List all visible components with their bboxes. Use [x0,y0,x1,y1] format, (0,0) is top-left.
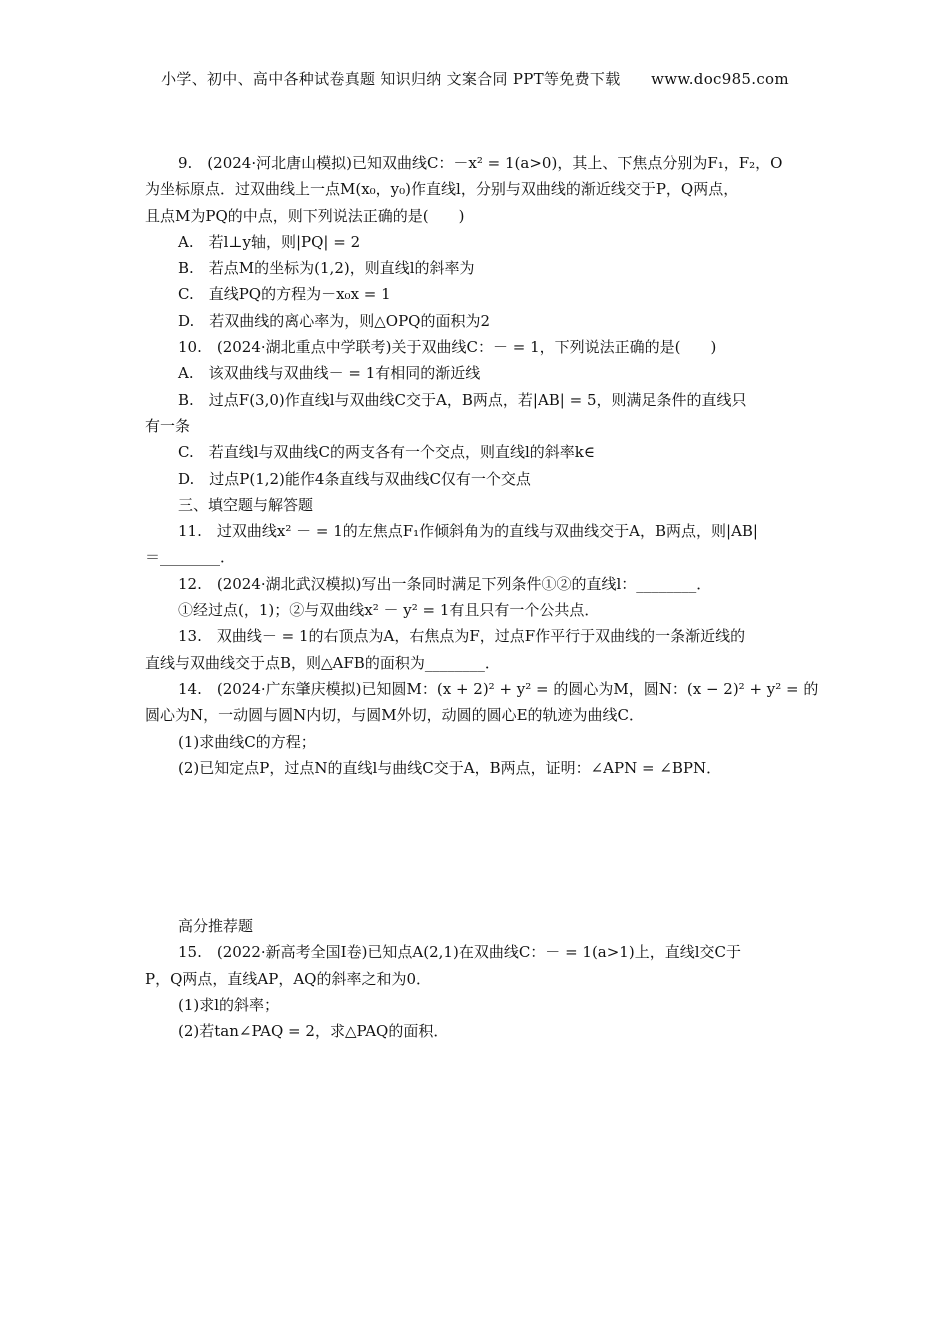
text-line: 9. (2024·河北唐山模拟)已知双曲线C：－x² = 1(a>0)，其上、下焦点分别为F₁，F₂，O [178,154,783,172]
option-line: D. 若双曲线的离心率为，则△OPQ的面积为2 [178,311,491,330]
option-line: C. 直线PQ的方程为－x₀x = 1 [178,285,391,304]
page-header: 小学、初中、高中各种试卷真题 知识归纳 文案合同 PPT等免费下载 www.doc985.com [161,70,789,88]
text-line: 11. 过双曲线x² － = 1的左焦点F₁作倾斜角为的直线与双曲线交于A，B两点，则|AB| [178,522,758,541]
option-line: A. 该双曲线与双曲线－ = 1有相同的渐近线 [178,364,481,383]
blank-answer-space [145,781,807,913]
text-line: 有一条 [145,416,191,435]
subquestion-line: (1)求曲线C的方程； [178,732,316,751]
text-line: 圆心为N，一动圆与圆N内切，与圆M外切，动圆的圆心E的轨迹为曲线C． [145,706,645,725]
section-heading: 高分推荐题 [178,917,254,936]
text-line: 15. (2022·新高考全国Ⅰ卷)已知点A(2,1)在双曲线C：－ = 1(a>1)上，直线l交C于 [178,943,741,962]
text-line: 为坐标原点．过双曲线上一点M(x₀，y₀)作直线l，分别与双曲线的渐近线交于P，Q两点， [145,180,739,199]
option-line: B. 若点M的坐标为(1,2)，则直线l的斜率为 [178,259,475,278]
text-line: ①经过点(，1)；②与双曲线x² － y² = 1有且只有一个公共点． [178,601,600,620]
document-body [145,150,819,1045]
text-line: 13. 双曲线－ = 1的右顶点为A，右焦点为F，过点F作平行于双曲线的一条渐近线的 [178,627,746,646]
option-line: A. 若l⊥y轴，则|PQ| = 2 [178,232,361,251]
subquestion-line: (1)求l的斜率； [178,996,280,1015]
text-line: 10. (2024·湖北重点中学联考)关于双曲线C：－ = 1，下列说法正确的是( ) [178,338,717,357]
subquestion-line: (2)若tan∠PAQ = 2，求△PAQ的面积． [178,1022,449,1041]
text-line: 12. (2024·湖北武汉模拟)写出一条同时满足下列条件①②的直线l：________． [178,574,712,593]
subquestion-line: (2)已知定点P，过点N的直线l与曲线C交于A，B两点，证明：∠APN = ∠BPN． [178,758,722,777]
section-heading: 三、填空题与解答题 [178,495,314,514]
option-line: D. 过点P(1,2)能作4条直线与双曲线C仅有一个交点 [178,469,531,488]
text-line: 14. (2024·广东肇庆模拟)已知圆M：(x + 2)² + y² = 的圆心为M，圆N：(x − 2)² + y² = 的 [178,679,819,698]
text-line: P，Q两点，直线AP，AQ的斜率之和为0． [145,969,431,988]
option-line: C. 若直线l与双曲线C的两支各有一个交点，则直线l的斜率k∈ [178,443,595,462]
text-line: 且点M为PQ的中点，则下列说法正确的是( ) [145,206,465,225]
option-line: B. 过点F(3,0)作直线l与双曲线C交于A，B两点，若|AB| = 5，则满足条件的直线只 [178,390,747,409]
text-line: 直线与双曲线交于点B，则△AFB的面积为________． [145,653,500,672]
text-line: ＝________． [145,548,236,567]
